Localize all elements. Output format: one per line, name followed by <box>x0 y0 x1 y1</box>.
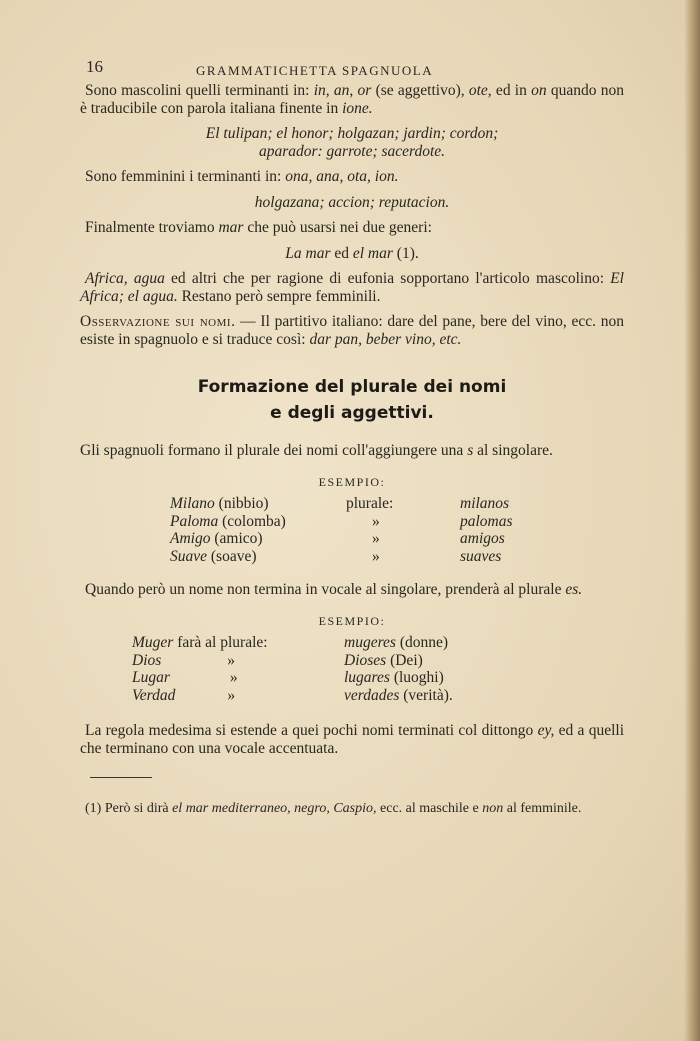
page-number: 16 <box>86 57 103 76</box>
table-row: Lugar » lugares (luoghi) <box>132 669 444 686</box>
page-header <box>80 58 624 82</box>
paragraph-plural-es: Quando però un nome non termina in vocale al singolare, prenderà al plurale es. <box>85 581 583 598</box>
section-title: Formazione del plurale dei nomi e degli aggettivi. <box>197 377 507 423</box>
running-title: GRAMMATICHETTA SPAGNUOLA <box>196 63 434 78</box>
paragraph-feminine-endings: Sono femminini i terminanti in: ona, ana, ota, ion. <box>85 168 399 185</box>
masculine-examples: El tulipan; el honor; holgazan; jardin; cordon; aparador: garrote; sacerdote. <box>205 125 499 160</box>
mar-example-line: La mar ed el mar (1). <box>285 244 419 262</box>
paragraph-africa-agua: Africa, agua ed altri che per ragione di eufonia sopportano l'articolo mascolino: El Africa; el agua. Restano però sempre femminili. <box>80 270 624 305</box>
book-spine-shadow <box>684 0 700 1041</box>
plural-example-table <box>170 495 513 565</box>
page-content <box>80 58 624 817</box>
table-row: Paloma (colomba) » palomas <box>170 512 513 530</box>
example-label: ESEMPIO: <box>318 474 386 489</box>
feminine-examples: holgazana; accion; reputacion. <box>254 193 450 211</box>
paragraph-plural-rule: Gli spagnuoli formano il plurale dei nomi coll'aggiungere una s al singolare. <box>80 442 553 459</box>
table-row: Dios » Dioses (Dei) <box>132 651 423 669</box>
footnote-divider <box>90 777 152 778</box>
paragraph-diphthong: La regola medesima si estende a quei pochi nomi terminati col dittongo ey, ed a quelli che terminano con una vocale accentuata. <box>80 722 625 757</box>
footnote: (1) Però si dirà el mar mediterraneo, negro, Caspio, ecc. al maschile e non al femminile. <box>85 801 582 816</box>
plural-es-example-table <box>132 634 453 704</box>
table-row: Amigo (amico) » amigos <box>170 530 505 547</box>
table-row: Muger farà al plurale: mugeres (donne) <box>132 634 449 651</box>
paragraph-masculine-endings: Sono mascolini quelli terminanti in: in, an, or (se aggettivo), ote, ed in on quando non è traducibile con parola italiana finente in ione. <box>80 82 624 117</box>
table-row: Verdad » verdades (verità). <box>132 686 453 704</box>
table-row: Milano (nibbio) plurale: milanos <box>170 495 510 512</box>
table-row: Suave (soave) » suaves <box>170 547 502 565</box>
example-label: ESEMPIO: <box>318 613 386 628</box>
paragraph-observation: Osservazione sui nomi. — Il partitivo italiano: dare del pane, bere del vino, ecc. non esiste in spagnuolo e si traduce così: dar pan, beber vino, etc. <box>80 313 624 348</box>
paragraph-mar: Finalmente troviamo mar che può usarsi nei due generi: <box>85 219 432 236</box>
